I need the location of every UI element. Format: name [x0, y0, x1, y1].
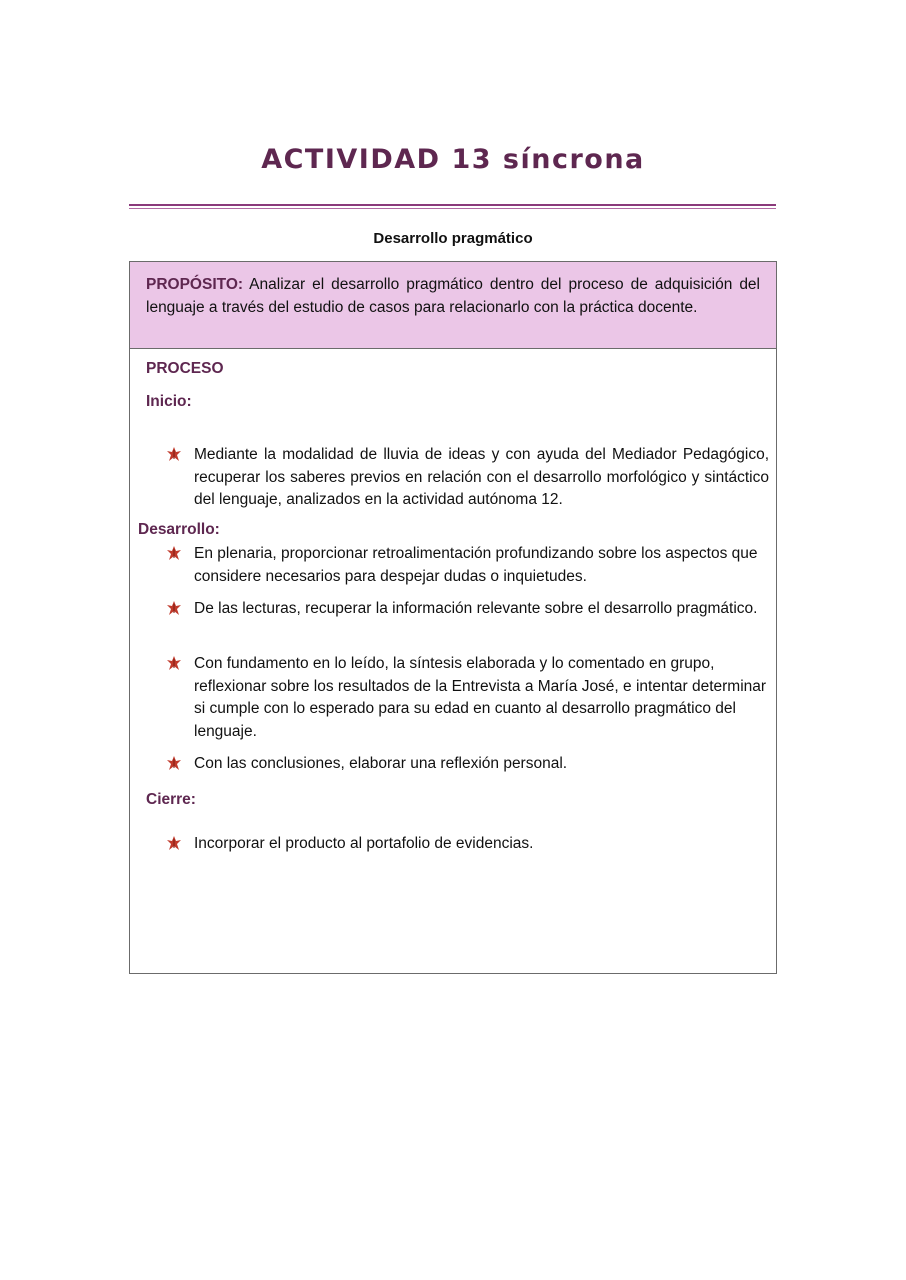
list-item — [166, 653, 769, 743]
purpose-label: PROPÓSITO: — [146, 276, 244, 293]
red-ornament-icon — [166, 545, 182, 561]
title-rule — [129, 204, 776, 206]
purpose-text: Analizar el desarrollo pragmático dentro del proceso de adquisición del lenguaje a través del estudio de casos para relacionarlo con la práctica docente. — [146, 276, 760, 316]
page-title: ACTIVIDAD 13 síncrona — [261, 144, 645, 175]
list-item-text: De las lecturas, recuperar la información relevante sobre el desarrollo pragmático. — [194, 600, 758, 617]
subtitle: Desarrollo pragmático — [373, 230, 533, 247]
cierre-label: Cierre: — [146, 791, 196, 808]
list-item — [166, 543, 769, 588]
title-rule-thin — [129, 208, 776, 209]
list-item-text: En plenaria, proporcionar retroalimentación profundizando sobre los aspectos que considere necesarios para despejar dudas o inquietudes. — [194, 545, 758, 585]
purpose-paragraph — [146, 273, 760, 319]
process-heading: PROCESO — [146, 360, 224, 377]
list-item — [166, 598, 769, 621]
list-item — [166, 833, 769, 856]
list-item-text: Incorporar el producto al portafolio de evidencias. — [194, 835, 534, 852]
inicio-label: Inicio: — [146, 393, 192, 410]
purpose-section — [130, 262, 776, 349]
red-ornament-icon — [166, 655, 182, 671]
red-ornament-icon — [166, 835, 182, 851]
red-ornament-icon — [166, 446, 182, 462]
list-item-text: Mediante la modalidad de lluvia de ideas y con ayuda del Mediador Pedagógico, recuperar los saberes previos en relación con el desarrollo morfológico y sintáctico del lenguaje, analizados en la actividad autónoma 12. — [194, 446, 769, 508]
desarrollo-label: Desarrollo: — [138, 521, 220, 538]
list-item — [166, 753, 769, 776]
list-item-text: Con las conclusiones, elaborar una reflexión personal. — [194, 755, 568, 772]
activity-table — [129, 261, 777, 974]
red-ornament-icon — [166, 755, 182, 771]
red-ornament-icon — [166, 600, 182, 616]
list-item — [166, 444, 769, 512]
list-item-text: Con fundamento en lo leído, la síntesis elaborada y lo comentado en grupo, reflexionar sobre los resultados de la Entrevista a María José, e intentar determinar si cumple con lo esperado para su edad en cuanto al desarrollo pragmático del lenguaje. — [194, 655, 767, 740]
